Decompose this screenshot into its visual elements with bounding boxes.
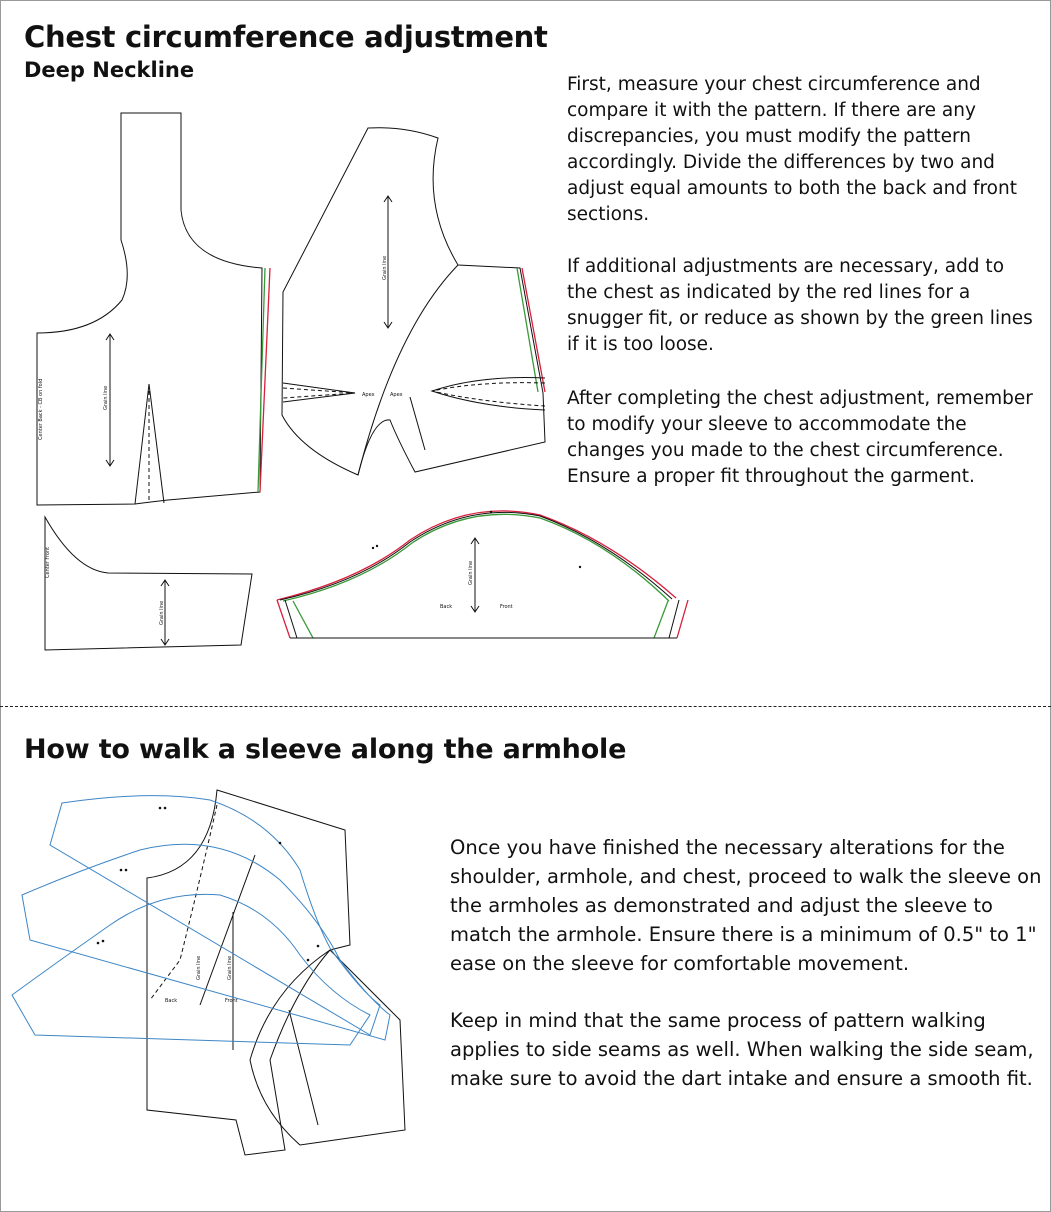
paragraph-adjust-lines: If additional adjustments are necessary, add to the chest as indicated by the red lines for a snugger fit, or reduce as shown by the green lines if it is too loose. [567, 256, 1033, 355]
walk-front-label: Front [225, 998, 238, 1004]
paragraph-side-seams: Keep in mind that the same process of pattern walking applies to side seams as well. When walking the side seam, make sure to avoid the dart intake and ensure a smooth fit. [450, 1009, 1034, 1090]
apex-label-right: Apex [390, 392, 403, 398]
paragraph-walk-sleeve: Once you have finished the necessary alterations for the shoulder, armhole, and chest, proceed to walk the sleeve on the armholes as demonstrated and adjust the sleeve to match the armhole. Ensure there is a minimum of 0.5" to 1" ease on the sleeve for comfortable movement. [450, 836, 1042, 975]
center-back-label: Center Back - CB on fold [38, 378, 44, 440]
chest-adjustment-diagram [0, 100, 720, 660]
sleeve-walk-diagram [0, 780, 420, 1160]
front-grain-line-label: Grain line [382, 255, 388, 280]
facing-grain-line-label: Grain line [159, 600, 165, 625]
sleeve-outlines-walk [12, 796, 390, 1045]
paragraph-measure: First, measure your chest circumference and compare it with the pattern. If there are any discrepancies, you must modify the pattern accordingly. Divide the differences by two and adjust equal amounts to both the back and front sections. [567, 74, 1017, 225]
sleeve-grain-line-label: Grain line [468, 560, 474, 585]
walk-back-label: Back [165, 998, 178, 1004]
back-bodice-pattern [37, 113, 270, 505]
paragraph-sleeve-reminder: After completing the chest adjustment, remember to modify your sleeve to accommodate the changes you made to the chest circumference. Ensure a proper fit throughout the garment. [567, 388, 1033, 487]
center-front-label: Center Front [45, 546, 51, 578]
back-grain-line-label: Grain line [103, 385, 109, 410]
section-2-title: How to walk a sleeve along the armhole [24, 734, 627, 765]
facing-pattern [45, 517, 252, 650]
sleeve-front-label: Front [500, 604, 513, 610]
section-divider [0, 706, 1051, 707]
sleeve-back-label: Back [440, 604, 453, 610]
section-1-title: Chest circumference adjustment [24, 20, 548, 54]
section-1-subtitle: Deep Neckline [24, 58, 195, 82]
sleeve-pattern [277, 511, 688, 638]
walk-grain-line-label-2: Grain line [227, 955, 233, 980]
front-bodice-pattern [282, 128, 545, 475]
walk-grain-line-label: Grain line [196, 955, 202, 980]
apex-label-left: Apex [362, 392, 375, 398]
